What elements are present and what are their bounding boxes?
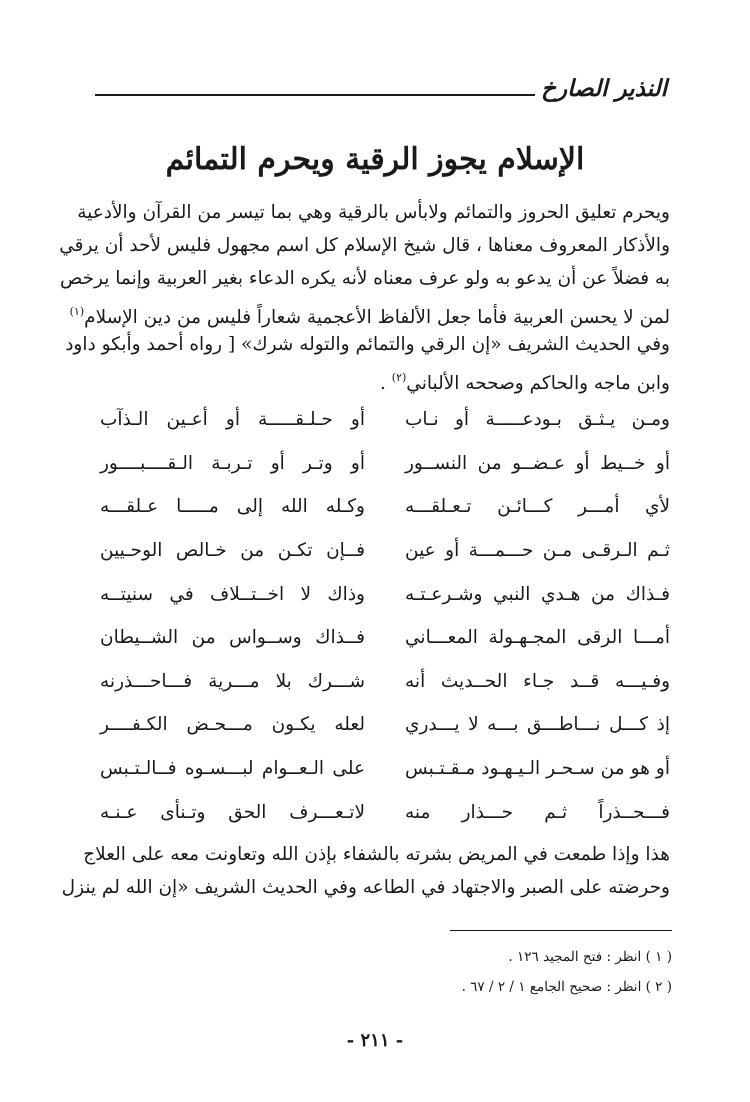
hemistich-second: فــذاك وســواس من الشــيطان — [100, 627, 365, 649]
page-number: - ٢١١ - — [346, 1030, 404, 1051]
paragraph-line-with-note — [69, 295, 670, 328]
paragraph-line-with-note — [100, 361, 670, 394]
hemistich-second: وكـله الله إلى مـــــا عـلقـــه — [100, 496, 365, 518]
hemistich-second: أو حـلـقـــــة أو أعـين الـذآب — [100, 409, 365, 431]
poem-verse — [100, 442, 670, 486]
paragraph-line: والأذكار المعروف معناها ، قال شيخ الإسلام كل اسم مجهول فليس لأحد أن يرقي — [59, 235, 670, 256]
paragraph-line-text: لمن لا يحسن العربية فأما جعل الألفاظ الأعجمية شعاراً فليس من دين الإسلام — [84, 307, 670, 328]
section-title: الإسلام يجوز الرقية ويحرم التمائم — [165, 142, 585, 177]
poem-verse — [100, 485, 670, 529]
poem-verse — [100, 747, 670, 791]
poem-verse — [100, 529, 670, 573]
hemistich-first: أو خــيط أو عـضــو من النســور — [405, 452, 670, 474]
paragraph-line: وحرضته على الصبر والاجتهاد في الطاعه وفي الحديث الشريف «إن الله لم ينزل — [61, 877, 670, 898]
paragraph-line: هذا وإذا طمعت في المريض بشرته بالشفاء بإذن الله وتعاونت معه على العلاج — [83, 844, 670, 865]
hemistich-first: إذ كـــل نـــاطـــق بـــه لا يـــدري — [405, 714, 670, 736]
hemistich-second: لعله يكـون مـــحـض الكـفــــر — [100, 714, 365, 736]
paragraph-line-text: وابن ماجه والحاكم وصححه الألباني — [406, 373, 670, 394]
poem — [100, 398, 670, 834]
poem-verse — [100, 790, 670, 834]
hemistich-first: ومـن يـثـق بـودعـــــة أو نـاب — [405, 409, 670, 431]
hemistich-first: فـذاك من هـدي النبي وشـرعـتـه — [405, 583, 670, 605]
footnotes — [102, 942, 672, 1002]
footnote-reference-2: (٢) — [391, 371, 407, 384]
poem-verse — [100, 660, 670, 704]
hemistich-first: أو هو من سـحـر الـيـهـود مـقـتـبس — [405, 758, 670, 780]
paragraph-line: ويحرم تعليق الحروز والتمائم ولابأس بالرقية وهي بما تيسر من القرآن والأدعية — [77, 202, 670, 223]
hemistich-first: لأي أمـــر كـــائـن تـعـلقـــه — [405, 496, 670, 518]
poem-verse — [100, 616, 670, 660]
footnote-1: ( ١ ) انظر : فتح المجيد ١٢٦ . — [508, 949, 672, 965]
poem-verse — [100, 398, 670, 442]
header-rule — [95, 94, 535, 96]
hemistich-first: فـــحــذراً ثـم حـــذار منه — [405, 801, 670, 823]
hemistich-second: وذاك لا اخــتــلاف في سنيتــه — [100, 583, 365, 605]
footnote-2: ( ٢ ) انظر : صحيح الجامع ١ / ٢ / ٦٧ . — [461, 979, 672, 995]
paragraph-1 — [59, 196, 670, 394]
poem-verse — [100, 703, 670, 747]
hemistich-first: ثـم الـرقـى مـن حـــمـــة أو عين — [405, 540, 670, 562]
hemistich-second: فــإن تكـن من خـالص الوحـيين — [100, 540, 365, 562]
hemistich-first: أمـــا الرقى المجـهـولة المعـــاني — [405, 627, 670, 649]
paragraph-2 — [61, 838, 670, 904]
running-header — [95, 62, 675, 102]
hemistich-first: وفـيـــه قــد جـاء الحــديث أنه — [405, 670, 670, 692]
footnote-separator — [450, 930, 672, 931]
poem-verse — [100, 572, 670, 616]
hemistich-second: لاتـعـــرف الحق وتـنأى عـنـه — [100, 801, 365, 823]
hemistich-second: على الـعــوام لبـــسـوه فــالـتـبس — [100, 758, 365, 780]
sentence-end-mark: . — [380, 373, 392, 394]
paragraph-line: به فضلاً عن أن يدعو به ولو عرف معناه لأنه يكره الدعاء بغير العربية وإنما يرخص — [59, 268, 670, 289]
hemistich-second: أو وتـر أو تـربـة الـقــــبــــور — [100, 452, 365, 474]
running-title: النذير الصارخ — [541, 75, 667, 102]
hemistich-second: شـــرك بلا مـــرية فـــاحـــذرنه — [100, 670, 365, 692]
paragraph-line: وفي الحديث الشريف «إن الرقي والتمائم والتوله شرك» [ رواه أحمد وأبكو داود — [65, 334, 670, 355]
footnote-reference-1: (١) — [69, 305, 85, 318]
